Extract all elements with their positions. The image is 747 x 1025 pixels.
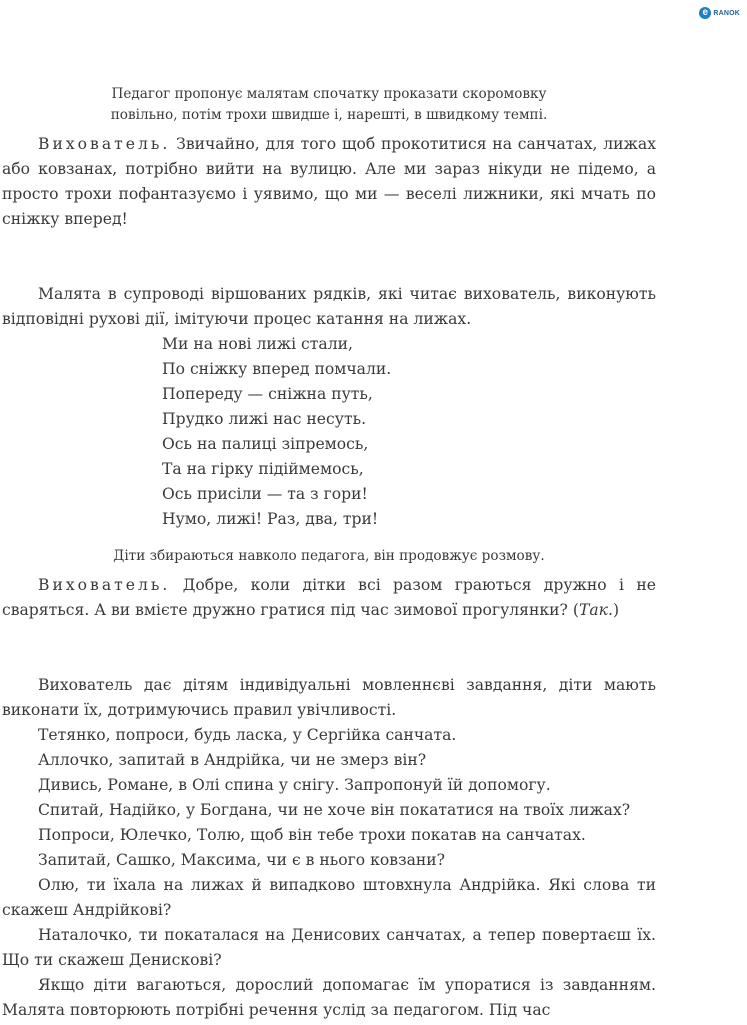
publisher-logo: [699, 6, 740, 20]
paragraph-teacher-play: [2, 573, 656, 623]
paragraph-close: ): [612, 601, 620, 619]
children-answer: Так.: [578, 601, 613, 619]
poem-line: Ось присіли — та з гори!: [162, 485, 368, 503]
poem: [162, 332, 656, 532]
paragraph-text: Добре, коли дітки всі разом граються дружно і не сваряться. А ви вмієте дружно гратися під час зимової прогулянки? (: [2, 576, 656, 619]
task-line: Попроси, Юлечко, Толю, щоб він тебе трохи покатав на санчатах.: [38, 826, 586, 844]
paragraph-help: Якщо діти вагаються, дорослий допомагає їм упоратися із завданням. Малята повторюють потрібні речення услід за педагогом. Під час: [2, 976, 656, 1019]
spacer: [2, 623, 656, 673]
paragraph-tasks-intro: Вихователь дає дітям індивідуальні мовленнєві завдання, діти мають виконати їх, дотримуючись правил увічливості.: [2, 676, 656, 719]
task-line: Наталочко, ти покаталася на Денисових санчатах, а тепер повертаєш їх. Що ти скажеш Денискові?: [2, 926, 656, 969]
task-line: Тетянко, попроси, будь ласка, у Сергійка санчата.: [38, 726, 457, 744]
paragraph-teacher-skiing: [2, 132, 656, 232]
poem-line: Попереду — сніжна путь,: [162, 385, 373, 403]
page-content: [2, 84, 656, 1023]
task-line: Дивись, Романе, в Олі спина у снігу. Запропонуй їй допомогу.: [38, 776, 551, 794]
logo-mark-icon: e: [699, 7, 711, 19]
poem-line: Нумо, лижі! Раз, два, три!: [162, 510, 379, 528]
poem-line: По сніжку вперед помчали.: [162, 360, 392, 378]
stage-note-line: Педагог пропонує малятам спочатку проказати скоромовку: [111, 86, 547, 102]
poem-line: Ось на палиці зіпремось,: [162, 435, 369, 453]
spacer: [2, 232, 656, 282]
logo-text: RANOK: [713, 9, 740, 17]
stage-note-tongue-twister: [2, 84, 656, 126]
task-line: Запитай, Сашко, Максима, чи є в нього ковзани?: [38, 851, 446, 869]
poem-line: Прудко лижі нас несуть.: [162, 410, 367, 428]
stage-note-line: повільно, потім трохи швидше і, нарешті, в швидкому темпі.: [110, 107, 548, 123]
speaker-label: Вихователь.: [38, 135, 171, 153]
task-line: Олю, ти їхала на лижах й випадково штовхнула Андрійка. Які слова ти скажеш Андрійкові?: [2, 876, 656, 919]
paragraph-verse-intro: Малята в супроводі віршованих рядків, які читає вихователь, виконують відповідні рухові дії, імітуючи процес катання на лижах.: [2, 285, 656, 328]
task-line: Аллочко, запитай в Андрійка, чи не змерз він?: [38, 751, 427, 769]
poem-line: Ми на нові лижі стали,: [162, 335, 353, 353]
paragraph-text: Звичайно, для того щоб прокотитися на санчатах, лижах або ковзанах, потрібно вийти на вулицю. Але ми зараз нікуди не підемо, а просто трохи пофантазуємо і уявимо, що ми — веселі лижники, які мчать по сніжку вперед!: [2, 135, 656, 228]
stage-note-gather: Діти збираються навколо педагога, він продовжує розмову.: [113, 548, 545, 564]
poem-line: Та на гірку підіймемось,: [162, 460, 364, 478]
task-line: Спитай, Надійко, у Богдана, чи не хоче він покататися на твоїх лижах?: [38, 801, 631, 819]
speaker-label: Вихователь.: [38, 576, 171, 594]
